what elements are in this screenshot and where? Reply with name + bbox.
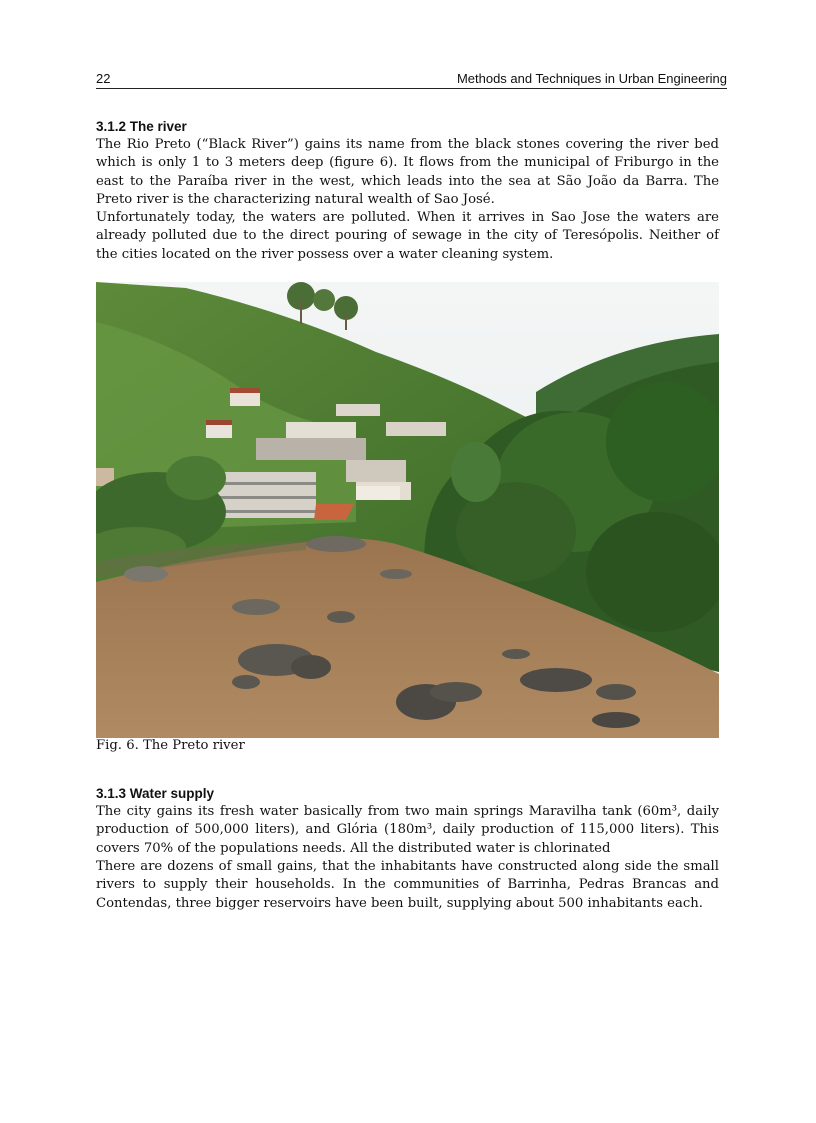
section-heading-water-supply: 3.1.3 Water supply [96,786,215,801]
river-paragraph-2: Unfortunately today, the waters are polluted. When it arrives in Sao Jose the waters are already polluted due to the direct pouring of sewage in the city of Teresópolis. Neither of the cities located on the river possess over a water cleaning system. [96,210,719,262]
water-paragraph-2: There are dozens of small gains, that the inhabitants have constructed along side the small rivers to supply their households. In the communities of Barrinha, Pedras Brancas and Contendas, three bigger reservoirs have been built, supplying about 500 inhabitants each. [96,859,719,911]
running-title: Methods and Techniques in Urban Engineering [456,71,727,86]
water-paragraph-1: The city gains its fresh water basically from two main springs Maravilha tank (60m³, daily production of 500,000 liters), and Glória (180m³, daily production of 115,000 liters). This covers 70% of the populations needs. All the distributed water is chlorinated [96,804,719,856]
river-paragraph-1: The Rio Preto (“Black River”) gains its name from the black stones covering the river bed which is only 1 to 3 meters deep (figure 6). It flows from the municipal of Friburgo in the east to the Paraíba river in the west, which leads into the sea at São João da Barra. The Preto river is the characterizing natural wealth of Sao José. [96,137,719,207]
running-header [96,70,727,89]
page-number: 22 [96,71,111,86]
river-photo [96,282,719,738]
section-heading-river: 3.1.2 The river [96,119,187,134]
figure-caption: Fig. 6. The Preto river [96,738,245,753]
